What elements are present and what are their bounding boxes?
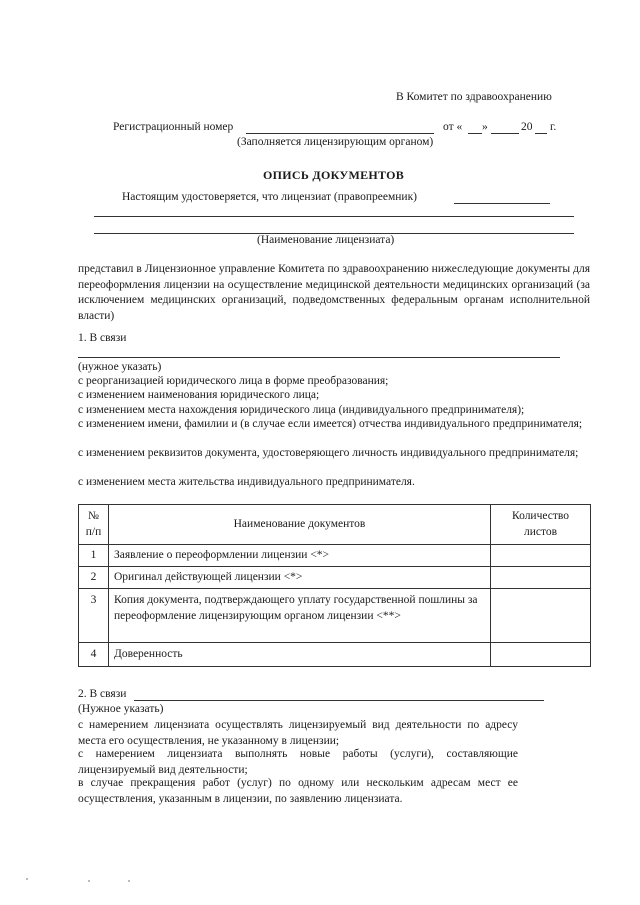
date-day-field[interactable] bbox=[468, 133, 482, 134]
date-mid: » bbox=[482, 121, 488, 133]
scan-speck bbox=[88, 880, 90, 882]
row-doc-name: Копия документа, подтверждающего уплату государственной пошлины за переоформление лицензирующим органом лицензии <**> bbox=[109, 589, 491, 643]
date-year-field[interactable] bbox=[535, 133, 547, 134]
date-year: 20 bbox=[521, 121, 533, 133]
section1-item: с изменением реквизитов документа, удостоверяющего личность индивидуального предпринимателя; bbox=[78, 447, 579, 459]
section2-note: (Нужное указать) bbox=[78, 703, 164, 715]
row-doc-name: Оригинал действующей лицензии <*> bbox=[109, 567, 491, 589]
date-prefix: от « bbox=[443, 121, 463, 133]
date-suffix: г. bbox=[550, 121, 557, 133]
scan-speck bbox=[26, 878, 28, 880]
section1-item: с реорганизацией юридического лица в форме преобразования; bbox=[78, 375, 389, 387]
header-name: Наименование документов bbox=[109, 505, 491, 545]
section1-heading: 1. В связи bbox=[78, 332, 127, 344]
body-paragraph: представил в Лицензионное управление Комитета по здравоохранению нижеследующие документы для переоформления лицензии на осуществление медицинской деятельности медицинских организаций (за исключением медицинских организаций, подведомственных федеральным органам исполнительной власти) bbox=[78, 263, 590, 322]
row-qty-cell[interactable] bbox=[491, 589, 591, 643]
section2-field[interactable] bbox=[134, 700, 544, 701]
header-num: № п/п bbox=[79, 505, 109, 545]
section2-item: с намерением лицензиата выполнять новые работы (услуги), составляющие лицензируемый вид деятельности; bbox=[78, 748, 518, 776]
section1-item: с изменением места жительства индивидуального предпринимателя. bbox=[78, 476, 415, 488]
date-month-field[interactable] bbox=[491, 133, 519, 134]
table-row bbox=[79, 589, 591, 643]
reg-number-label: Регистрационный номер bbox=[113, 121, 234, 133]
section2-item: с намерением лицензиата осуществлять лицензируемый вид деятельности по адресу места его осуществления, не указанному в лицензии; bbox=[78, 719, 518, 747]
section1-item: с изменением наименования юридического лица; bbox=[78, 389, 320, 401]
section2-item: в случае прекращения работ (услуг) по одному или нескольким адресам мест ее осуществления, указанным в лицензии, по заявлению лицензиата. bbox=[78, 777, 518, 805]
header-qty: Количество листов bbox=[491, 505, 591, 545]
licensee-field-2[interactable] bbox=[94, 216, 574, 217]
row-doc-name: Доверенность bbox=[109, 643, 491, 667]
table-row bbox=[79, 567, 591, 589]
row-num: 4 bbox=[79, 643, 109, 667]
licensee-caption: (Наименование лицензиата) bbox=[257, 234, 395, 246]
section1-item: с изменением имени, фамилии и (в случае если имеется) отчества индивидуального предпринимателя; bbox=[78, 418, 583, 430]
intro-text: Настоящим удостоверяется, что лицензиат (правопреемник) bbox=[122, 191, 417, 203]
scan-speck bbox=[128, 880, 130, 882]
row-qty-cell[interactable] bbox=[491, 545, 591, 567]
table-row bbox=[79, 545, 591, 567]
row-qty-cell[interactable] bbox=[491, 567, 591, 589]
row-num: 2 bbox=[79, 567, 109, 589]
table-row bbox=[79, 643, 591, 667]
licensee-field-1[interactable] bbox=[454, 203, 550, 204]
page-title: ОПИСЬ ДОКУМЕНТОВ bbox=[263, 168, 405, 182]
section1-note: (нужное указать) bbox=[78, 361, 162, 373]
reg-note: (Заполняется лицензирующим органом) bbox=[237, 136, 434, 148]
row-num: 1 bbox=[79, 545, 109, 567]
table-header-row bbox=[79, 505, 591, 545]
row-doc-name: Заявление о переоформлении лицензии <*> bbox=[109, 545, 491, 567]
row-num: 3 bbox=[79, 589, 109, 643]
row-qty-cell[interactable] bbox=[491, 643, 591, 667]
documents-table bbox=[78, 504, 591, 667]
section1-field[interactable] bbox=[78, 357, 560, 358]
reg-number-field[interactable] bbox=[246, 133, 434, 134]
section2-heading: 2. В связи bbox=[78, 688, 127, 700]
section1-item: с изменением места нахождения юридического лица (индивидуального предпринимателя); bbox=[78, 404, 525, 416]
addressee: В Комитет по здравоохранению bbox=[396, 91, 552, 103]
